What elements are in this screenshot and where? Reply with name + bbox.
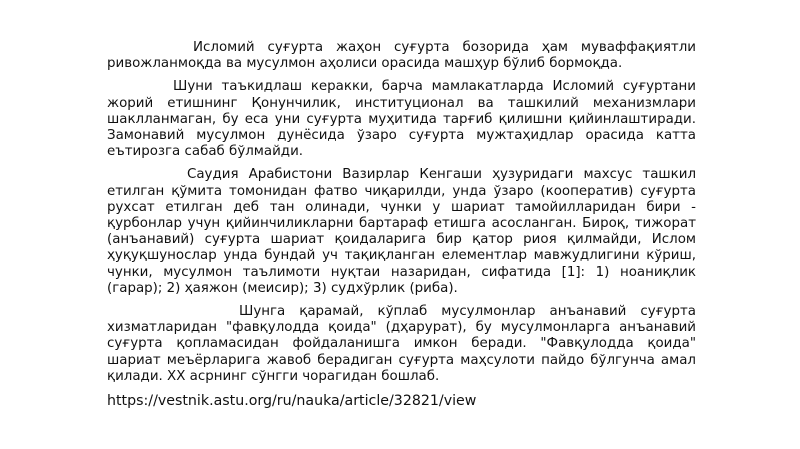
paragraph-4: Шунга қарамай, кўплаб мусулмонлар анъанавий суғурта хизматларидан "фавқулодда қоида" (дҳарурат), бу мусулмонларга анъанавий суғурта қопламасидан фойдаланишга имкон беради. "Фавқулодда қоида" шариат меъёрларига жавоб берадиган суғурта маҳсулоти пайдо бўлгунча амал қилади. XX асрнинг сўнгги чорагидан бошлаб.: [107, 304, 696, 384]
paragraph-1: Исломий суғурта жаҳон суғурта бозорида ҳам муваффақиятли ривожланмоқда ва мусулмон аҳолиси орасида машҳур бўлиб бормоқда.: [107, 40, 696, 72]
paragraph-2: Шуни таъкидлаш керакки, барча мамлакатларда Исломий суғуртани жорий етишнинг Қонунчилик, институционал ва ташкилий механизмлари шаклланмаган, бу еса уни суғурта муҳитида тарғиб қилишни қийинлаштиради. Замонавий мусулмон дунёсида ўзаро суғурта мужтаҳидлар орасида катта еътирозга сабаб бўлмайди.: [107, 79, 696, 160]
source-url: https://vestnik.astu.org/ru/nauka/article/32821/view: [107, 393, 477, 410]
document-body: [107, 40, 696, 410]
paragraph-3: Саудия Арабистони Вазирлар Кенгаши ҳузуридаги махсус ташкил етилган қўмита томонидан фатво чиқарилди, унда ўзаро (кооператив) суғурта рухсат етилган деб тан олинади, чунки у шариат тамойилларидан бири - қурбонлар учун қийинчиликларни бартараф етишга асосланган. Бироқ, тижорат (анъанавий) суғурта шариат қоидаларига бир қатор риоя қилмайди, Ислом ҳуқуқшунослар унда бундай уч тақиқланган елементлар мавжудлигини кўриш, чунки, мусулмон таълимоти нуқтаи назаридан, сифатида [1]: 1) ноаниқлик (гарар); 2) ҳаяжон (меисир); 3) судхўрлик (риба).: [107, 167, 696, 296]
